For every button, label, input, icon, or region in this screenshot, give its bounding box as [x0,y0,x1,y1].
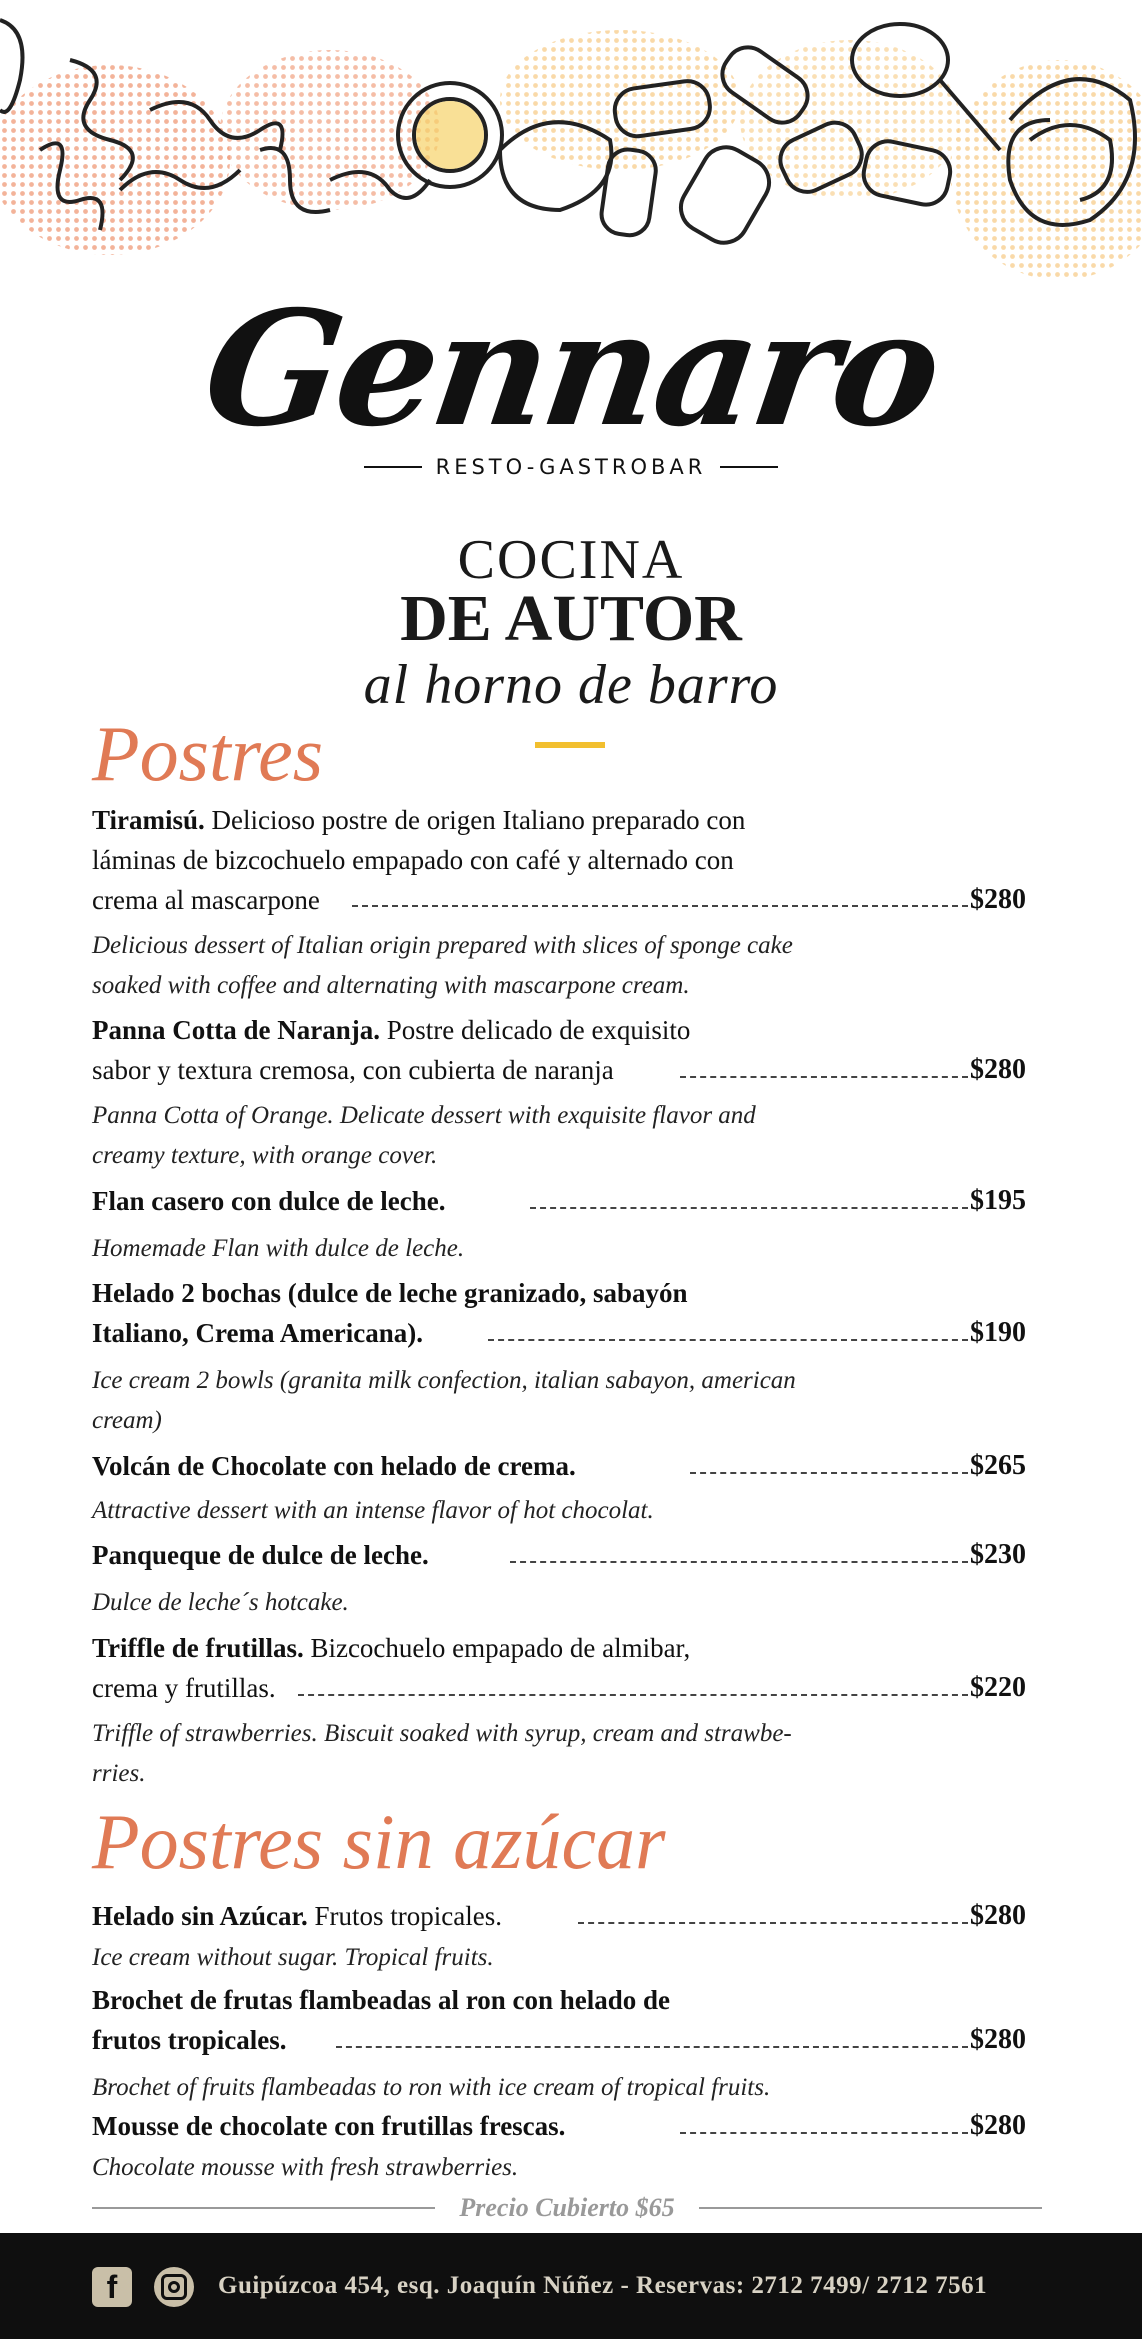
brand-logo [0,277,1142,479]
dotted-leader [352,905,968,907]
translation-line: cream) [92,1407,162,1434]
dotted-leader [530,1207,968,1209]
item-price: $220 [970,1672,1026,1703]
subtitle-line-left [364,466,422,468]
brand-name: Gennaro [193,277,949,462]
dotted-leader [690,1472,968,1474]
cover-rule-right [699,2207,1042,2209]
facebook-glyph: f [106,2269,118,2305]
item-name: Triffle de frutillas. [92,1633,304,1663]
cover-price: Precio Cubierto $65 [459,2193,675,2222]
item-translation [92,2068,892,2108]
instagram-icon[interactable] [154,2267,194,2307]
item-price: $265 [970,1450,1026,1481]
item-desc: sabor y textura cremosa, con cubierta de naranja [92,1055,614,1085]
item-name: Panqueque de dulce de leche. [92,1540,429,1570]
accent-bar [535,742,605,748]
section-title-postres: Postres [92,710,324,797]
facebook-icon[interactable] [92,2267,132,2307]
dotted-leader [298,1694,968,1696]
footer-bar [0,2233,1142,2339]
dotted-leader [488,1339,968,1341]
translation-line: Brochet of fruits flambeadas to ron with ice cream of tropical fruits. [92,2074,771,2101]
cover-rule-left [92,2207,435,2209]
item-name: Brochet de frutas flambeadas al ron con helado de [92,1985,671,2015]
section-title-postres-sin-azucar: Postres sin azúcar [92,1798,666,1885]
translation-line: creamy texture, with orange cover. [92,1142,438,1169]
item-desc: Frutos tropicales. [307,1901,503,1931]
translation-line: Attractive dessert with an intense flavor of hot chocolat. [92,1497,654,1524]
dotted-leader [680,2132,968,2134]
item-price: $280 [970,1900,1026,1931]
footer-address: Guipúzcoa 454, esq. Joaquín Núñez - Reservas: 2712 7499/ 2712 7561 [218,2272,988,2299]
item-desc: Postre delicado de exquisito [380,1015,691,1045]
item-translation [92,1361,892,1441]
translation-line: Homemade Flan with dulce de leche. [92,1235,465,1262]
translation-line: Ice cream without sugar. Tropical fruits. [92,1944,494,1971]
translation-line: Dulce de leche´s hotcake. [92,1589,349,1616]
item-name: Helado 2 bochas (dulce de leche granizado, sabayón [92,1278,688,1308]
dotted-leader [336,2046,968,2048]
tagline-line2: DE AUTOR [400,582,742,655]
item-price: $280 [970,2024,1026,2055]
item-desc: láminas de bizcochuelo empapado con café y alternado con [92,845,734,875]
item-name: Helado sin Azúcar. [92,1901,308,1931]
dotted-leader [510,1561,968,1563]
translation-line: Panna Cotta of Orange. Delicate dessert with exquisite flavor and [92,1102,756,1129]
menu-item-mousse [92,2106,882,2146]
menu-item-triffle [92,1628,882,1708]
translation-line: Ice cream 2 bowls (granita milk confection, italian sabayon, american [92,1367,796,1394]
dotted-leader [578,1922,968,1924]
translation-line: soaked with coffee and alternating with mascarpone cream. [92,972,690,999]
dotted-leader [680,1076,968,1078]
menu-item-helado-sin-azucar [92,1896,882,1936]
item-name: Tiramisú. [92,805,205,835]
item-name: Flan casero con dulce de leche. [92,1186,446,1216]
item-name: frutos tropicales. [92,2025,287,2055]
tagline-line3: al horno de barro [363,654,779,716]
item-price: $190 [970,1317,1026,1348]
subtitle-line-right [720,466,778,468]
translation-line: Delicious dessert of Italian origin prepared with slices of sponge cake [92,932,793,959]
item-translation [92,1096,892,1176]
item-price: $280 [970,2110,1026,2141]
translation-line: Triffle of strawberries. Biscuit soaked with syrup, cream and strawbe- [92,1720,792,1747]
menu-item-helado-2-bochas [92,1273,882,1353]
item-translation [92,1491,892,1531]
item-name: Panna Cotta de Naranja. [92,1015,380,1045]
menu-item-panqueque [92,1535,882,1575]
translation-line: rries. [92,1760,146,1787]
menu-item-volcan [92,1446,882,1486]
item-desc: Bizcochuelo empapado de almibar, [303,1633,691,1663]
item-translation [92,1938,892,1978]
menu-item-tiramisu [92,800,882,920]
menu-item-brochet [92,1980,882,2060]
instagram-glyph [161,2274,187,2300]
item-price: $195 [970,1185,1026,1216]
item-desc: Delicioso postre de origen Italiano preparado con [204,805,746,835]
cover-price-row [92,2188,1042,2228]
menu-item-flan [92,1181,882,1221]
item-desc: crema y frutillas. [92,1673,276,1703]
brand-subtitle: RESTO-GASTROBAR [435,455,707,479]
pasta-banner-illustration [0,0,1142,320]
item-price: $280 [970,884,1026,915]
tagline-line1: COCINA [457,529,685,591]
item-translation [92,1229,892,1269]
item-name: Mousse de chocolate con frutillas frescas. [92,2111,566,2141]
item-name: Italiano, Crema Americana). [92,1318,423,1348]
item-translation [92,1714,892,1794]
item-desc: crema al mascarpone [92,885,320,915]
brand-subtitle-row [0,455,1142,479]
menu-item-panna-cotta [92,1010,882,1090]
item-price: $280 [970,1054,1026,1085]
item-price: $230 [970,1539,1026,1570]
item-translation [92,926,892,1006]
item-name: Volcán de Chocolate con helado de crema. [92,1451,576,1481]
item-translation [92,2148,892,2188]
item-translation [92,1583,892,1623]
translation-line: Chocolate mousse with fresh strawberries. [92,2154,519,2181]
